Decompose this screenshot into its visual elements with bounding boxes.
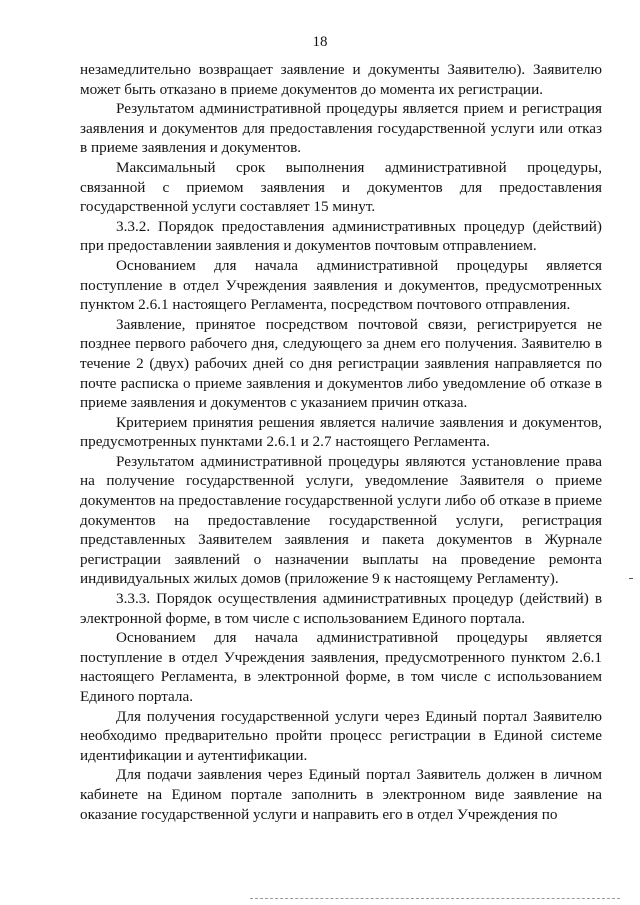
section-heading-3-3-3: 3.3.3. Порядок осуществления административных процедур (действий) в электронной форме, в том числе с использованием Единого портала. (80, 590, 602, 627)
paragraph-basis-postal: Основанием для начала административной процедуры является поступление в отдел Учреждения заявления и документов, предусмотренных пунктом 2.6.1 настоящего Регламента, посредством почтового отправления. (80, 256, 602, 314)
paragraph-max-duration: Максимальный срок выполнения административной процедуры, связанной с приемом заявления и документов для предоставления государственной услуги составляет 15 минут. (80, 158, 602, 216)
paragraph-result-postal: Результатом административной процедуры являются установление права на получение государственной услуги, уведомление Заявителя о приеме документов на предоставление государственной услуги либо об отказе в приеме документов на предоставление государственной услуги, регистрация представленных Заявителем заявления и пакета документов в Журнале регистрации заявлений о назначении выплаты на проведение ремонта индивидуальных жилых домов (приложение 9 к настоящему Регламенту). (80, 452, 602, 588)
section-heading-3-3-2: 3.3.2. Порядок предоставления административных процедур (действий) при предоставлении заявления и документов почтовым отправлением. (80, 217, 602, 255)
paragraph-portal-submission: Для подачи заявления через Единый портал Заявитель должен в личном кабинете на Едином портале заполнить в электронном виде заявление на оказание государственной услуги и направить его в отдел Учреждения по (80, 766, 602, 823)
paragraph-result-reception: Результатом административной процедуры является прием и регистрация заявления и документов для предоставления государственной услуги или отказ в приеме заявления и документов. (80, 100, 602, 157)
paragraph-basis-electronic: Основанием для начала административной процедуры является поступление в отдел Учреждения заявления, предусмотренного пунктом 2.6.1 настоящего Регламента, в электронной форме, в том числе с использованием Единого портала. (80, 629, 602, 705)
paragraph-portal-registration: Для получения государственной услуги через Единый портал Заявителю необходимо предварительно пройти процесс регистрации в Единой системе идентификации и аутентификации. (80, 707, 602, 764)
paragraph-decision-criterion: Критерием принятия решения является наличие заявления и документов, предусмотренных пунктами 2.6.1 и 2.7 настоящего Регламента. (80, 413, 602, 451)
paragraph-postal-registration: Заявление, принятое посредством почтовой связи, регистрируется не позднее первого рабочего дня, следующего за днем его получения. Заявителю в течение 2 (двух) рабочих дней со дня регистрации заявления направляется по почте расписка о приеме заявления и документов либо уведомление об отказе в приеме заявления и документов с указанием причин отказа. (80, 315, 602, 412)
page-number: 18 (312, 34, 328, 50)
scan-edge-mark (629, 578, 633, 579)
page-bottom-rule (250, 898, 620, 899)
document-body (80, 60, 602, 824)
paragraph-continuation: незамедлительно возвращает заявление и документы Заявителю). Заявителю может быть отказано в приеме документов до момента их регистрации. (80, 61, 602, 98)
